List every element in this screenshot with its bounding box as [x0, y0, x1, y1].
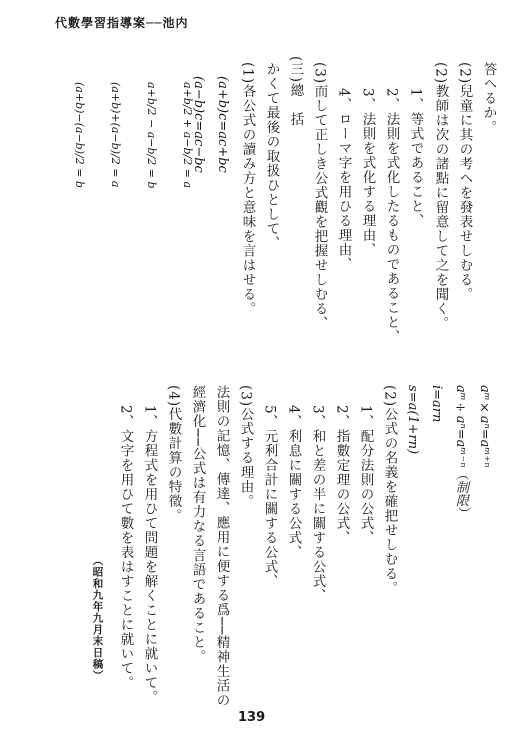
fraction-formula: a+b/2 + a−b/2 = a — [181, 82, 194, 189]
running-head: 代數學習指導案──池内 — [55, 16, 189, 30]
text-line: (3)公式する理由。 — [237, 385, 254, 509]
fraction-formula: a+b/2 − a−b/2 = b — [145, 82, 158, 189]
text-line: (2)兒童に其の考へを發表せしむる。 — [456, 62, 473, 302]
text-line: (2)教師は次の諸點に留意して之を聞く。 — [432, 62, 449, 331]
formula: i=arn — [429, 385, 444, 423]
text-line: 4、利息に關する公式、 — [285, 405, 302, 560]
page-number: 139 — [238, 710, 266, 725]
formula: s=a(1+rn) — [405, 385, 420, 455]
text-line: 5、元利合計に關する公式、 — [261, 405, 278, 589]
text-line: 4、ローマ字を用ひる理由、 — [335, 88, 352, 272]
text-line: 答へるか。 — [480, 62, 497, 135]
text-line: 1、方程式を用ひて問題を解くことに就いて。 — [141, 405, 158, 705]
text-line: 2、指數定理の公式、 — [333, 405, 350, 546]
formula: (a−b)c=ac−bc — [191, 76, 206, 173]
text-line: (2)公式の名義を確把せしむる。 — [381, 385, 398, 596]
text-line: (4)代數計算の特徵。 — [165, 385, 182, 524]
formula: (a+b)c=ac+bc — [215, 76, 230, 173]
text-line: 法則の記憶、傳達、應用に便する爲──精神生活の — [213, 385, 230, 708]
text-line: 經濟化──公式は有力なる言語であること。 — [189, 385, 206, 665]
text-line: 3、法則を式化する理由、 — [359, 88, 376, 258]
date-note: （昭和九年九月末日稿） — [91, 555, 104, 682]
text-line: (1)各公式の讀み方と意味を言はせる。 — [239, 62, 256, 317]
text-line: 1、等式であること、 — [407, 88, 424, 229]
text-line: (3)而して正しき公式觀を把握せしむる、 — [311, 62, 328, 331]
text-line: かくて最後の取扱ひとして、 — [263, 62, 280, 251]
text-line: 3、和と差の半に關する公式、 — [309, 405, 326, 604]
text-line: 2、法則を式化したるものであること、 — [383, 88, 400, 345]
section-heading: (三)總 括 — [287, 56, 304, 127]
text-line: 1、配分法則の公式、 — [357, 405, 374, 546]
formula: aᵐ×aⁿ=aᵐ⁺ⁿ — [477, 385, 492, 468]
fraction-formula: (a+b)+(a−b)/2 = a — [109, 82, 122, 188]
fraction-formula: (a+b)−(a−b)/2 = b — [73, 82, 86, 188]
text-line: 2、文字を用ひて數を表はすことに就いて。 — [117, 405, 134, 691]
formula: aᵐ÷aⁿ=aᵐ⁻ⁿ（制限） — [453, 385, 468, 520]
